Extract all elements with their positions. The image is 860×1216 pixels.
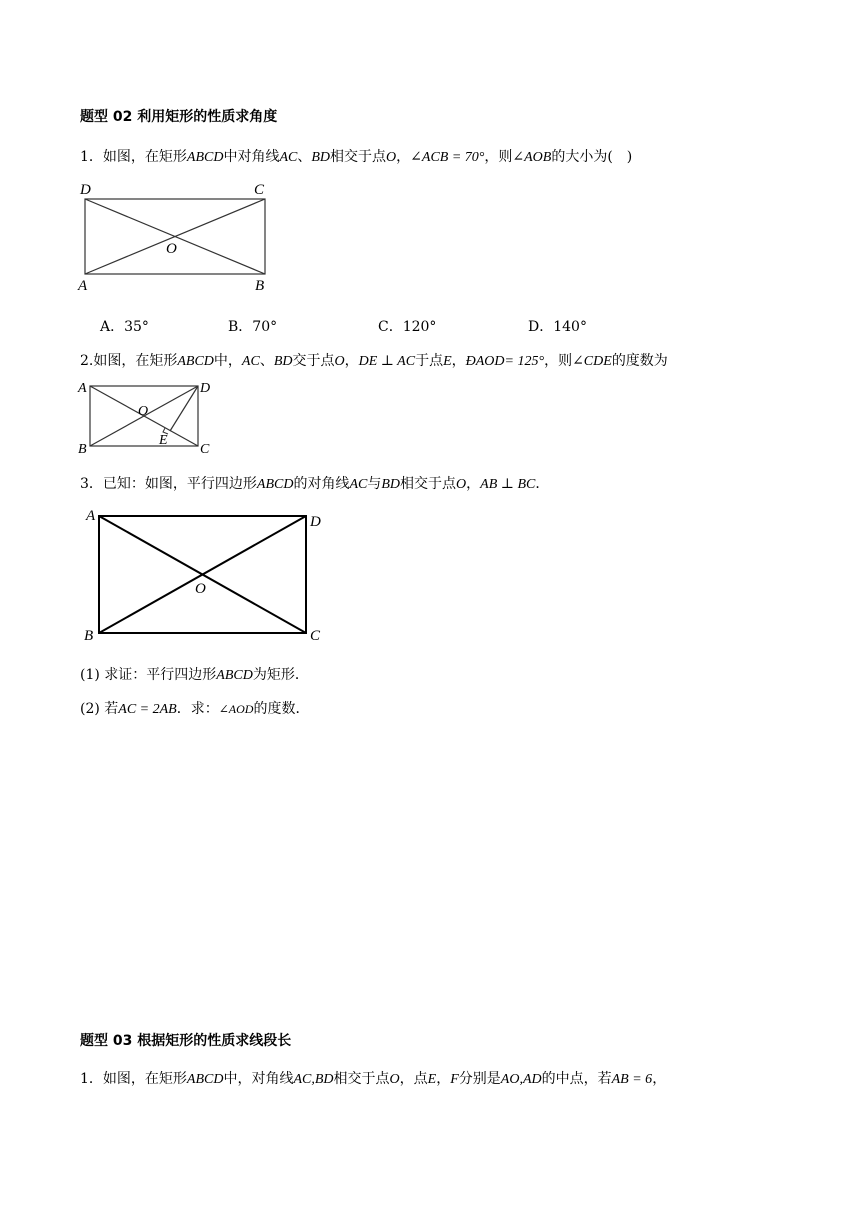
math-run: AC,BD xyxy=(293,1072,334,1087)
label-d: D xyxy=(200,381,211,396)
math-run: ABCD xyxy=(186,150,224,165)
question-3-text xyxy=(80,473,549,493)
math-run: ∠ACB = 70° xyxy=(410,150,485,165)
text-run: ， xyxy=(652,1071,667,1087)
text-run: 中对角线 xyxy=(223,149,280,165)
label-b: B xyxy=(84,628,94,644)
math-run: AB = 6 xyxy=(611,1072,653,1087)
text-run: ， xyxy=(436,1071,451,1087)
text-run: ，点 xyxy=(399,1071,428,1087)
text-run: (2) 若 xyxy=(80,701,119,717)
text-run: 于点 xyxy=(415,353,444,369)
label-o: O xyxy=(195,581,206,597)
text-run: ． xyxy=(535,476,550,492)
text-run: 交于点 xyxy=(292,353,335,369)
text-run: ， xyxy=(396,149,411,165)
option-a[interactable]: A．35° xyxy=(100,319,149,335)
math-run: F xyxy=(450,1072,459,1087)
text-run: 的对角线 xyxy=(293,476,350,492)
label-b: B xyxy=(78,442,87,456)
math-run: E xyxy=(427,1072,437,1087)
label-d: D xyxy=(310,514,321,530)
text-run: 分别是 xyxy=(458,1071,501,1087)
question-number: 2. xyxy=(80,353,94,369)
option-b[interactable]: B．70° xyxy=(228,319,278,335)
math-run: AB ⊥ BC xyxy=(480,477,536,492)
option-c[interactable]: C．120° xyxy=(378,319,437,335)
math-run: BD xyxy=(311,150,331,165)
figure-3-parallelogram xyxy=(80,500,340,648)
math-run: O xyxy=(389,1072,400,1087)
math-run: O xyxy=(456,477,467,492)
question-number: 3． xyxy=(80,476,103,492)
text-run: 与 xyxy=(367,476,382,492)
text-run: 如图，在矩形 xyxy=(102,1071,187,1087)
label-o: O xyxy=(166,241,177,257)
label-e: E xyxy=(159,433,168,448)
math-run: DE ⊥ AC xyxy=(358,354,416,369)
figure-1-rectangle xyxy=(74,178,284,296)
section-heading-03: 题型 03 根据矩形的性质求线段长 xyxy=(80,1033,292,1049)
math-run: AO,AD xyxy=(500,1072,542,1087)
text-run: 中， xyxy=(213,353,242,369)
sub-question-1 xyxy=(80,664,309,684)
text-run: 的度数为 xyxy=(611,353,668,369)
label-o: O xyxy=(138,404,149,419)
label-b: B xyxy=(255,278,265,294)
text-run: 相交于点 xyxy=(330,149,387,165)
label-a: A xyxy=(78,278,88,294)
question-1-text xyxy=(80,146,632,166)
math-run: AC xyxy=(279,150,298,165)
label-a: A xyxy=(86,508,96,524)
text-run: ，则 xyxy=(544,353,573,369)
text-run: 、 xyxy=(297,149,312,165)
math-run: ∠CDE xyxy=(572,354,612,369)
math-run: ABCD xyxy=(177,354,214,369)
text-run: ， xyxy=(466,476,481,492)
question-number: 1． xyxy=(80,149,103,165)
sub-question-2 xyxy=(80,698,309,718)
text-run: 的度数． xyxy=(253,701,310,717)
section-heading-02: 题型 02 利用矩形的性质求角度 xyxy=(80,109,278,125)
label-a: A xyxy=(78,381,87,396)
math-run: BD xyxy=(381,477,401,492)
math-run: AC xyxy=(349,477,368,492)
section2-question-1-text xyxy=(80,1068,666,1088)
text-run: 如图，在矩形 xyxy=(102,149,187,165)
question-2-text xyxy=(80,350,668,370)
math-run: ∠AOD xyxy=(218,702,254,716)
question-number: 1． xyxy=(80,1071,103,1087)
text-run: 中，对角线 xyxy=(223,1071,294,1087)
math-run: ∠AOB xyxy=(512,150,552,165)
text-run: 、 xyxy=(259,353,274,369)
text-run: 相交于点 xyxy=(333,1071,390,1087)
math-run: ABCD xyxy=(186,1072,224,1087)
text-run: 的中点，若 xyxy=(541,1071,612,1087)
math-run: BD xyxy=(273,354,293,369)
text-run: ， xyxy=(451,353,466,369)
math-run: O xyxy=(386,150,397,165)
math-run: O xyxy=(334,354,345,369)
text-run: 如图，在矩形 xyxy=(93,353,178,369)
figure-2-rectangle xyxy=(74,376,224,456)
math-run: ABCD xyxy=(216,668,253,683)
label-c: C xyxy=(310,628,321,644)
text-run: 的大小为( ) xyxy=(551,149,633,165)
label-c: C xyxy=(254,182,265,198)
label-c: C xyxy=(200,442,210,456)
math-run: AC xyxy=(241,354,260,369)
math-run: E xyxy=(443,354,452,369)
text-run: (1) 求证：平行四边形 xyxy=(80,667,217,683)
math-run: ÐAOD= 125° xyxy=(465,354,545,369)
text-run: 为矩形． xyxy=(252,667,309,683)
label-d: D xyxy=(80,182,91,198)
option-d[interactable]: D．140° xyxy=(528,319,587,335)
text-run: 已知：如图，平行四边形 xyxy=(102,476,257,492)
segment-de xyxy=(170,386,198,431)
math-run: AC = 2AB xyxy=(118,702,177,717)
math-run: ABCD xyxy=(256,477,294,492)
text-run: 相交于点 xyxy=(400,476,457,492)
text-run: ，则 xyxy=(484,149,513,165)
text-run: ．求： xyxy=(176,701,219,717)
text-run: ， xyxy=(344,353,359,369)
